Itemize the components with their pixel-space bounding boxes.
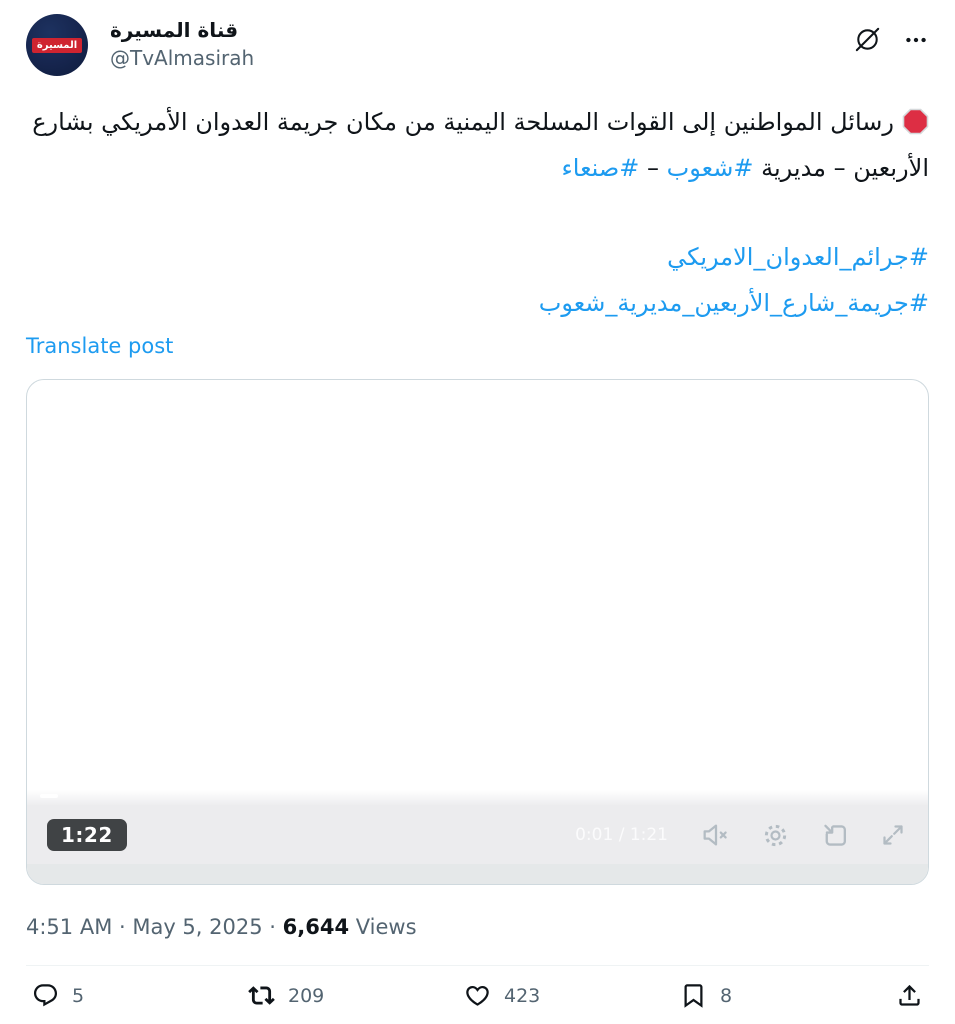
video-controls-bar <box>27 806 928 864</box>
stop-sign-emoji <box>902 108 929 135</box>
display-name[interactable]: قناة المسيرة <box>110 18 239 42</box>
more-icon[interactable] <box>903 27 929 53</box>
reply-button[interactable] <box>32 982 248 1009</box>
hashtag-arbaeen-street[interactable]: #جريمة_شارع_الأربعين_مديرية_شعوب <box>538 288 929 317</box>
hashtag-block <box>26 235 929 326</box>
share-icon <box>896 982 923 1009</box>
views-count: 6,644 <box>282 915 350 940</box>
video-progress-dash[interactable] <box>40 794 58 798</box>
bookmark-icon <box>680 982 707 1009</box>
handle: @TvAlmasirah <box>110 46 255 70</box>
repost-button[interactable] <box>248 982 464 1009</box>
fullscreen-icon[interactable] <box>878 820 908 850</box>
tweet-meta <box>26 915 929 939</box>
bookmark-count: 8 <box>720 984 733 1007</box>
like-button[interactable] <box>464 982 680 1009</box>
tweet-text <box>26 100 929 191</box>
video-duration-badge: 1:22 <box>47 819 127 851</box>
timestamp[interactable]: 4:51 AM · May 5, 2025 · <box>26 915 283 940</box>
share-button[interactable] <box>896 982 923 1009</box>
grok-icon[interactable] <box>852 24 883 55</box>
views-label: Views <box>349 915 417 940</box>
action-bar <box>26 966 929 1009</box>
tweet-text-block <box>26 100 929 326</box>
hashtag-separator: – <box>639 153 667 182</box>
channel-logo: المسيرة <box>32 38 82 53</box>
video-right-controls <box>575 819 908 851</box>
like-icon <box>464 982 491 1009</box>
repost-count: 209 <box>288 984 325 1007</box>
like-count: 423 <box>504 984 541 1007</box>
video-player[interactable] <box>26 379 929 885</box>
video-time-display: 0:01 / 1:21 <box>575 825 668 846</box>
tweet-header <box>26 0 929 76</box>
hashtag-shaoub[interactable]: #شعوب <box>666 153 754 182</box>
bookmark-button[interactable] <box>680 982 896 1009</box>
header-actions <box>852 14 929 55</box>
author-names <box>110 14 254 70</box>
repost-icon <box>248 982 275 1009</box>
hashtag-sanaa[interactable]: #صنعاء <box>561 153 640 182</box>
translate-post-link[interactable]: Translate post <box>26 334 174 359</box>
settings-gear-icon[interactable] <box>760 820 791 851</box>
reply-icon <box>32 982 59 1009</box>
picture-in-picture-icon[interactable] <box>819 820 850 851</box>
mute-speaker-icon[interactable] <box>700 819 732 851</box>
avatar[interactable] <box>26 14 88 76</box>
video-controls-fade <box>27 790 928 806</box>
hashtag-crimes[interactable]: #جرائم_العدوان_الامريكي <box>667 243 929 272</box>
video-bottom-strip <box>27 864 928 884</box>
tweet-text-body: رسائل المواطنين إلى القوات المسلحة اليمنية من مكان جريمة العدوان الأمريكي بشارع الأربعين – مديرية <box>32 108 929 182</box>
reply-count: 5 <box>72 984 85 1007</box>
